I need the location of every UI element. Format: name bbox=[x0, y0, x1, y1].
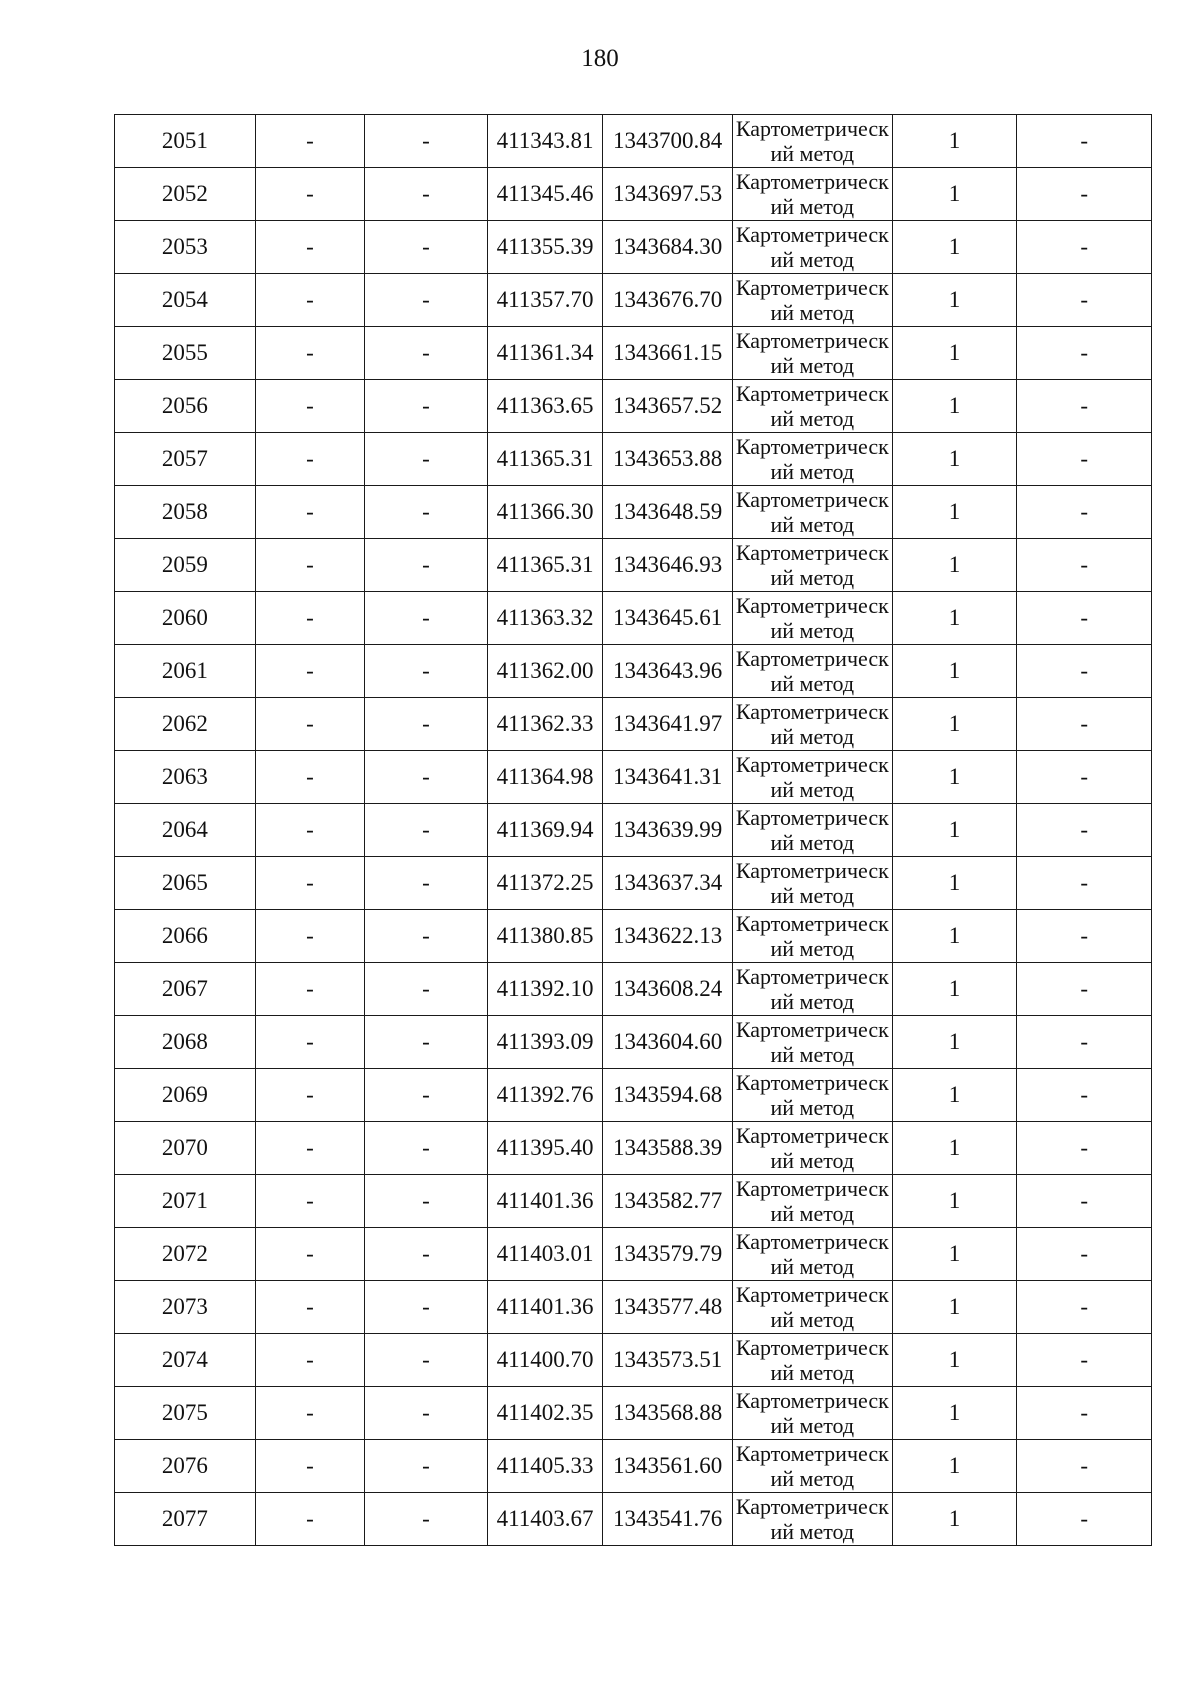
y-coordinate-cell: 1343684.30 bbox=[603, 221, 733, 274]
method-cell: Картометрический метод bbox=[732, 1069, 892, 1122]
x-coordinate-cell: 411343.81 bbox=[487, 115, 603, 168]
col2-cell: - bbox=[255, 433, 365, 486]
method-cell: Картометрический метод bbox=[732, 1281, 892, 1334]
col2-cell: - bbox=[255, 963, 365, 1016]
col7-cell: 1 bbox=[892, 1016, 1017, 1069]
col8-cell: - bbox=[1017, 751, 1152, 804]
x-coordinate-cell: 411345.46 bbox=[487, 168, 603, 221]
x-coordinate-cell: 411363.32 bbox=[487, 592, 603, 645]
col7-cell: 1 bbox=[892, 1069, 1017, 1122]
col3-cell: - bbox=[365, 1228, 488, 1281]
method-cell: Картометрический метод bbox=[732, 1016, 892, 1069]
col2-cell: - bbox=[255, 645, 365, 698]
table-row bbox=[115, 1016, 1152, 1069]
col3-cell: - bbox=[365, 1334, 488, 1387]
table-row bbox=[115, 327, 1152, 380]
table-row bbox=[115, 486, 1152, 539]
col2-cell: - bbox=[255, 1175, 365, 1228]
table-body bbox=[115, 115, 1152, 1546]
col3-cell: - bbox=[365, 539, 488, 592]
col2-cell: - bbox=[255, 327, 365, 380]
col2-cell: - bbox=[255, 804, 365, 857]
table-row bbox=[115, 804, 1152, 857]
x-coordinate-cell: 411380.85 bbox=[487, 910, 603, 963]
method-cell: Картометрический метод bbox=[732, 698, 892, 751]
point-number-cell: 2074 bbox=[115, 1334, 256, 1387]
method-cell: Картометрический метод bbox=[732, 1493, 892, 1546]
method-cell: Картометрический метод bbox=[732, 221, 892, 274]
col8-cell: - bbox=[1017, 539, 1152, 592]
col8-cell: - bbox=[1017, 1440, 1152, 1493]
col7-cell: 1 bbox=[892, 380, 1017, 433]
y-coordinate-cell: 1343639.99 bbox=[603, 804, 733, 857]
col7-cell: 1 bbox=[892, 857, 1017, 910]
col7-cell: 1 bbox=[892, 274, 1017, 327]
col8-cell: - bbox=[1017, 380, 1152, 433]
x-coordinate-cell: 411372.25 bbox=[487, 857, 603, 910]
col8-cell: - bbox=[1017, 1334, 1152, 1387]
col3-cell: - bbox=[365, 115, 488, 168]
col3-cell: - bbox=[365, 168, 488, 221]
method-cell: Картометрический метод bbox=[732, 1175, 892, 1228]
col2-cell: - bbox=[255, 1493, 365, 1546]
col2-cell: - bbox=[255, 274, 365, 327]
method-cell: Картометрический метод bbox=[732, 1122, 892, 1175]
col2-cell: - bbox=[255, 539, 365, 592]
col3-cell: - bbox=[365, 1175, 488, 1228]
table-row bbox=[115, 115, 1152, 168]
x-coordinate-cell: 411364.98 bbox=[487, 751, 603, 804]
col8-cell: - bbox=[1017, 433, 1152, 486]
table-row bbox=[115, 1387, 1152, 1440]
col8-cell: - bbox=[1017, 1387, 1152, 1440]
point-number-cell: 2068 bbox=[115, 1016, 256, 1069]
y-coordinate-cell: 1343676.70 bbox=[603, 274, 733, 327]
col7-cell: 1 bbox=[892, 221, 1017, 274]
col7-cell: 1 bbox=[892, 1440, 1017, 1493]
col2-cell: - bbox=[255, 751, 365, 804]
col7-cell: 1 bbox=[892, 1175, 1017, 1228]
col2-cell: - bbox=[255, 115, 365, 168]
method-cell: Картометрический метод bbox=[732, 1334, 892, 1387]
table-row bbox=[115, 221, 1152, 274]
col8-cell: - bbox=[1017, 645, 1152, 698]
col7-cell: 1 bbox=[892, 1228, 1017, 1281]
table-row bbox=[115, 1122, 1152, 1175]
col3-cell: - bbox=[365, 1493, 488, 1546]
point-number-cell: 2063 bbox=[115, 751, 256, 804]
col3-cell: - bbox=[365, 804, 488, 857]
y-coordinate-cell: 1343661.15 bbox=[603, 327, 733, 380]
point-number-cell: 2069 bbox=[115, 1069, 256, 1122]
method-cell: Картометрический метод bbox=[732, 539, 892, 592]
col8-cell: - bbox=[1017, 1281, 1152, 1334]
point-number-cell: 2067 bbox=[115, 963, 256, 1016]
method-cell: Картометрический метод bbox=[732, 751, 892, 804]
x-coordinate-cell: 411361.34 bbox=[487, 327, 603, 380]
point-number-cell: 2055 bbox=[115, 327, 256, 380]
col7-cell: 1 bbox=[892, 910, 1017, 963]
y-coordinate-cell: 1343561.60 bbox=[603, 1440, 733, 1493]
col2-cell: - bbox=[255, 1387, 365, 1440]
y-coordinate-cell: 1343622.13 bbox=[603, 910, 733, 963]
x-coordinate-cell: 411369.94 bbox=[487, 804, 603, 857]
y-coordinate-cell: 1343657.52 bbox=[603, 380, 733, 433]
col7-cell: 1 bbox=[892, 539, 1017, 592]
col3-cell: - bbox=[365, 1069, 488, 1122]
col3-cell: - bbox=[365, 1281, 488, 1334]
table-row bbox=[115, 963, 1152, 1016]
col7-cell: 1 bbox=[892, 1334, 1017, 1387]
col3-cell: - bbox=[365, 380, 488, 433]
col7-cell: 1 bbox=[892, 804, 1017, 857]
table-row bbox=[115, 274, 1152, 327]
col8-cell: - bbox=[1017, 327, 1152, 380]
table-row bbox=[115, 698, 1152, 751]
y-coordinate-cell: 1343582.77 bbox=[603, 1175, 733, 1228]
table-row bbox=[115, 1175, 1152, 1228]
col8-cell: - bbox=[1017, 1122, 1152, 1175]
point-number-cell: 2064 bbox=[115, 804, 256, 857]
col8-cell: - bbox=[1017, 592, 1152, 645]
col3-cell: - bbox=[365, 963, 488, 1016]
col3-cell: - bbox=[365, 221, 488, 274]
point-number-cell: 2066 bbox=[115, 910, 256, 963]
point-number-cell: 2062 bbox=[115, 698, 256, 751]
col7-cell: 1 bbox=[892, 433, 1017, 486]
x-coordinate-cell: 411363.65 bbox=[487, 380, 603, 433]
table-row bbox=[115, 539, 1152, 592]
col3-cell: - bbox=[365, 1016, 488, 1069]
col8-cell: - bbox=[1017, 1228, 1152, 1281]
x-coordinate-cell: 411392.76 bbox=[487, 1069, 603, 1122]
method-cell: Картометрический метод bbox=[732, 486, 892, 539]
y-coordinate-cell: 1343641.31 bbox=[603, 751, 733, 804]
col7-cell: 1 bbox=[892, 592, 1017, 645]
col2-cell: - bbox=[255, 168, 365, 221]
col3-cell: - bbox=[365, 645, 488, 698]
col2-cell: - bbox=[255, 380, 365, 433]
point-number-cell: 2054 bbox=[115, 274, 256, 327]
col3-cell: - bbox=[365, 1387, 488, 1440]
point-number-cell: 2073 bbox=[115, 1281, 256, 1334]
col3-cell: - bbox=[365, 327, 488, 380]
col7-cell: 1 bbox=[892, 698, 1017, 751]
col2-cell: - bbox=[255, 910, 365, 963]
table-row bbox=[115, 1228, 1152, 1281]
y-coordinate-cell: 1343697.53 bbox=[603, 168, 733, 221]
col2-cell: - bbox=[255, 1281, 365, 1334]
col7-cell: 1 bbox=[892, 963, 1017, 1016]
x-coordinate-cell: 411395.40 bbox=[487, 1122, 603, 1175]
col3-cell: - bbox=[365, 592, 488, 645]
point-number-cell: 2077 bbox=[115, 1493, 256, 1546]
col7-cell: 1 bbox=[892, 1493, 1017, 1546]
col7-cell: 1 bbox=[892, 1387, 1017, 1440]
x-coordinate-cell: 411355.39 bbox=[487, 221, 603, 274]
col8-cell: - bbox=[1017, 1016, 1152, 1069]
x-coordinate-cell: 411400.70 bbox=[487, 1334, 603, 1387]
point-number-cell: 2053 bbox=[115, 221, 256, 274]
col3-cell: - bbox=[365, 1440, 488, 1493]
point-number-cell: 2061 bbox=[115, 645, 256, 698]
col8-cell: - bbox=[1017, 168, 1152, 221]
col3-cell: - bbox=[365, 1122, 488, 1175]
col8-cell: - bbox=[1017, 804, 1152, 857]
col8-cell: - bbox=[1017, 274, 1152, 327]
point-number-cell: 2072 bbox=[115, 1228, 256, 1281]
table-row bbox=[115, 857, 1152, 910]
col2-cell: - bbox=[255, 1334, 365, 1387]
col7-cell: 1 bbox=[892, 327, 1017, 380]
method-cell: Картометрический метод bbox=[732, 327, 892, 380]
table-row bbox=[115, 1281, 1152, 1334]
point-number-cell: 2070 bbox=[115, 1122, 256, 1175]
page-number: 180 bbox=[581, 45, 619, 72]
x-coordinate-cell: 411362.33 bbox=[487, 698, 603, 751]
point-number-cell: 2060 bbox=[115, 592, 256, 645]
method-cell: Картометрический метод bbox=[732, 1440, 892, 1493]
col3-cell: - bbox=[365, 751, 488, 804]
col8-cell: - bbox=[1017, 963, 1152, 1016]
col2-cell: - bbox=[255, 1016, 365, 1069]
col3-cell: - bbox=[365, 698, 488, 751]
method-cell: Картометрический метод bbox=[732, 1387, 892, 1440]
y-coordinate-cell: 1343588.39 bbox=[603, 1122, 733, 1175]
y-coordinate-cell: 1343594.68 bbox=[603, 1069, 733, 1122]
y-coordinate-cell: 1343648.59 bbox=[603, 486, 733, 539]
table-row bbox=[115, 380, 1152, 433]
point-number-cell: 2058 bbox=[115, 486, 256, 539]
x-coordinate-cell: 411393.09 bbox=[487, 1016, 603, 1069]
method-cell: Картометрический метод bbox=[732, 963, 892, 1016]
table-row bbox=[115, 1493, 1152, 1546]
y-coordinate-cell: 1343641.97 bbox=[603, 698, 733, 751]
col2-cell: - bbox=[255, 221, 365, 274]
point-number-cell: 2059 bbox=[115, 539, 256, 592]
col7-cell: 1 bbox=[892, 115, 1017, 168]
coordinates-table bbox=[114, 114, 1152, 1546]
y-coordinate-cell: 1343645.61 bbox=[603, 592, 733, 645]
table-row bbox=[115, 910, 1152, 963]
x-coordinate-cell: 411403.67 bbox=[487, 1493, 603, 1546]
y-coordinate-cell: 1343573.51 bbox=[603, 1334, 733, 1387]
point-number-cell: 2052 bbox=[115, 168, 256, 221]
table-row bbox=[115, 1440, 1152, 1493]
method-cell: Картометрический метод bbox=[732, 168, 892, 221]
point-number-cell: 2075 bbox=[115, 1387, 256, 1440]
col2-cell: - bbox=[255, 698, 365, 751]
col3-cell: - bbox=[365, 433, 488, 486]
y-coordinate-cell: 1343604.60 bbox=[603, 1016, 733, 1069]
table-row bbox=[115, 168, 1152, 221]
point-number-cell: 2056 bbox=[115, 380, 256, 433]
x-coordinate-cell: 411365.31 bbox=[487, 433, 603, 486]
point-number-cell: 2057 bbox=[115, 433, 256, 486]
method-cell: Картометрический метод bbox=[732, 857, 892, 910]
col3-cell: - bbox=[365, 910, 488, 963]
col2-cell: - bbox=[255, 592, 365, 645]
col2-cell: - bbox=[255, 486, 365, 539]
col7-cell: 1 bbox=[892, 1281, 1017, 1334]
col2-cell: - bbox=[255, 857, 365, 910]
y-coordinate-cell: 1343637.34 bbox=[603, 857, 733, 910]
method-cell: Картометрический метод bbox=[732, 274, 892, 327]
col7-cell: 1 bbox=[892, 645, 1017, 698]
col3-cell: - bbox=[365, 486, 488, 539]
table-row bbox=[115, 592, 1152, 645]
col8-cell: - bbox=[1017, 1175, 1152, 1228]
point-number-cell: 2076 bbox=[115, 1440, 256, 1493]
col2-cell: - bbox=[255, 1122, 365, 1175]
x-coordinate-cell: 411403.01 bbox=[487, 1228, 603, 1281]
col2-cell: - bbox=[255, 1228, 365, 1281]
y-coordinate-cell: 1343700.84 bbox=[603, 115, 733, 168]
col8-cell: - bbox=[1017, 857, 1152, 910]
col8-cell: - bbox=[1017, 115, 1152, 168]
method-cell: Картометрический метод bbox=[732, 115, 892, 168]
method-cell: Картометрический метод bbox=[732, 433, 892, 486]
point-number-cell: 2051 bbox=[115, 115, 256, 168]
col8-cell: - bbox=[1017, 698, 1152, 751]
point-number-cell: 2071 bbox=[115, 1175, 256, 1228]
y-coordinate-cell: 1343643.96 bbox=[603, 645, 733, 698]
col7-cell: 1 bbox=[892, 751, 1017, 804]
point-number-cell: 2065 bbox=[115, 857, 256, 910]
table-row bbox=[115, 645, 1152, 698]
x-coordinate-cell: 411357.70 bbox=[487, 274, 603, 327]
table-row bbox=[115, 1069, 1152, 1122]
y-coordinate-cell: 1343579.79 bbox=[603, 1228, 733, 1281]
col8-cell: - bbox=[1017, 486, 1152, 539]
method-cell: Картометрический метод bbox=[732, 910, 892, 963]
table-row bbox=[115, 433, 1152, 486]
x-coordinate-cell: 411401.36 bbox=[487, 1281, 603, 1334]
method-cell: Картометрический метод bbox=[732, 1228, 892, 1281]
table-row bbox=[115, 751, 1152, 804]
method-cell: Картометрический метод bbox=[732, 380, 892, 433]
col3-cell: - bbox=[365, 274, 488, 327]
x-coordinate-cell: 411405.33 bbox=[487, 1440, 603, 1493]
x-coordinate-cell: 411362.00 bbox=[487, 645, 603, 698]
method-cell: Картометрический метод bbox=[732, 645, 892, 698]
col2-cell: - bbox=[255, 1069, 365, 1122]
y-coordinate-cell: 1343646.93 bbox=[603, 539, 733, 592]
col7-cell: 1 bbox=[892, 168, 1017, 221]
table-row bbox=[115, 1334, 1152, 1387]
col8-cell: - bbox=[1017, 910, 1152, 963]
col8-cell: - bbox=[1017, 1069, 1152, 1122]
col8-cell: - bbox=[1017, 1493, 1152, 1546]
y-coordinate-cell: 1343541.76 bbox=[603, 1493, 733, 1546]
y-coordinate-cell: 1343653.88 bbox=[603, 433, 733, 486]
col2-cell: - bbox=[255, 1440, 365, 1493]
x-coordinate-cell: 411402.35 bbox=[487, 1387, 603, 1440]
y-coordinate-cell: 1343608.24 bbox=[603, 963, 733, 1016]
x-coordinate-cell: 411366.30 bbox=[487, 486, 603, 539]
col3-cell: - bbox=[365, 857, 488, 910]
y-coordinate-cell: 1343568.88 bbox=[603, 1387, 733, 1440]
col7-cell: 1 bbox=[892, 1122, 1017, 1175]
x-coordinate-cell: 411392.10 bbox=[487, 963, 603, 1016]
method-cell: Картометрический метод bbox=[732, 804, 892, 857]
col7-cell: 1 bbox=[892, 486, 1017, 539]
x-coordinate-cell: 411365.31 bbox=[487, 539, 603, 592]
y-coordinate-cell: 1343577.48 bbox=[603, 1281, 733, 1334]
x-coordinate-cell: 411401.36 bbox=[487, 1175, 603, 1228]
col8-cell: - bbox=[1017, 221, 1152, 274]
method-cell: Картометрический метод bbox=[732, 592, 892, 645]
